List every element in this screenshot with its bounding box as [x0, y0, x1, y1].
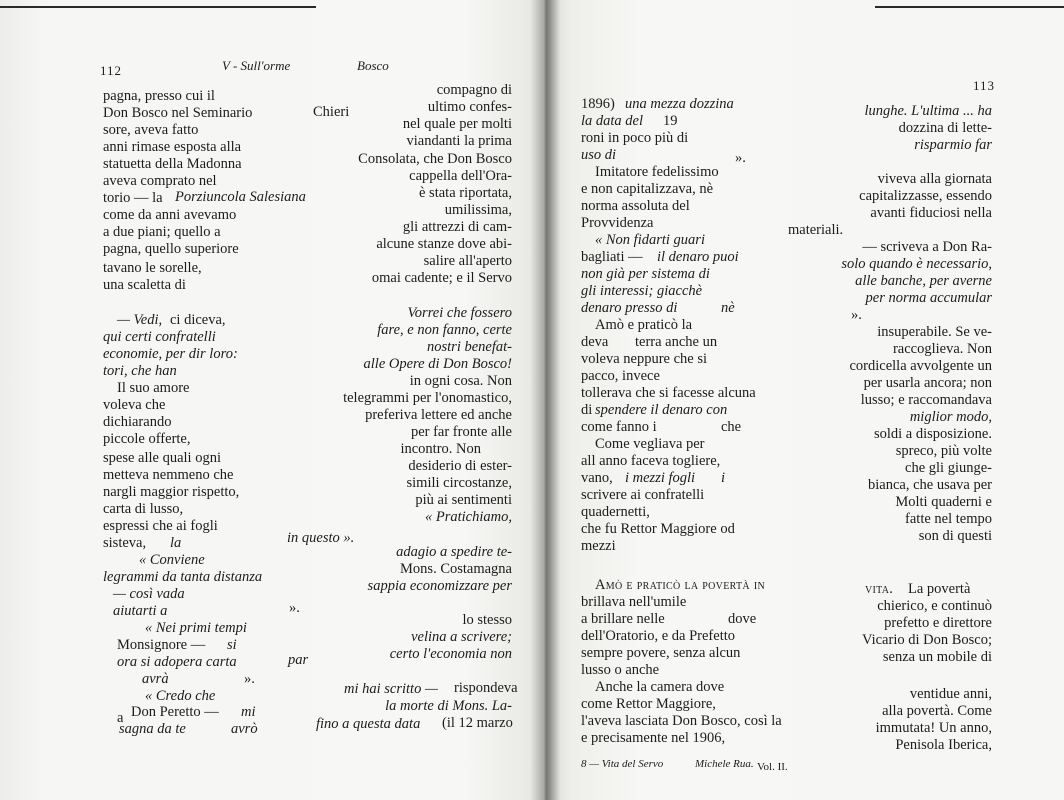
text-line: ci diceva,	[170, 312, 226, 328]
text-line: « Nei primi tempi	[145, 620, 247, 636]
footer-signature: 8 — Vita del Servo	[581, 758, 664, 770]
text-line: umilissima,	[444, 202, 512, 218]
text-line: telegrammi per l'onomastico,	[343, 390, 512, 406]
text-line: ».	[289, 600, 300, 616]
footer-title: Michele Rua.	[695, 758, 754, 770]
text-line: non già per sistema di	[581, 266, 710, 282]
text-line: lo stesso	[462, 612, 512, 628]
text-line: mi	[241, 704, 256, 720]
text-line: norma assoluta del	[581, 198, 690, 214]
text-line: soldi a disposizione.	[873, 426, 992, 442]
text-line: espressi che ai fogli	[103, 518, 218, 534]
text-line: carta di lusso,	[103, 501, 184, 517]
text-line: gli interessi; giacchè	[581, 283, 703, 299]
text-line: ventidue anni,	[909, 686, 992, 702]
text-line: in questo ».	[287, 530, 355, 546]
text-line: pagna, presso cui il	[103, 88, 215, 104]
text-line: 19	[663, 113, 678, 129]
text-line: La povertà	[908, 581, 971, 597]
text-line: ultimo confes-	[427, 99, 512, 115]
text-line: aveva comprato nel	[103, 173, 217, 189]
text-line: come Rettor Maggiore,	[581, 696, 716, 712]
text-line: senza un mobile di	[882, 649, 992, 665]
text-line: chierico, e continuò	[877, 598, 992, 614]
text-line: per far fronte alle	[410, 424, 512, 440]
text-line: velina a scrivere;	[411, 629, 512, 645]
text-line: bianca, che usava per	[868, 477, 992, 493]
text-line: Anche la camera dove	[595, 679, 725, 695]
text-line: pagna, quello superiore	[103, 241, 239, 257]
right-page	[545, 0, 1064, 800]
text-line: avrà	[142, 671, 169, 687]
text-line: Consolata, che Don Bosco	[358, 151, 512, 167]
text-line: dell'Oratorio, e da Prefetto	[581, 628, 735, 644]
text-line: mi hai scritto —	[344, 681, 438, 697]
text-line: pacco, invece	[581, 368, 660, 384]
text-line: che gli giunge-	[905, 460, 992, 476]
text-line: una mezza dozzina	[625, 96, 734, 112]
section-heading: Amò e praticò la povertà in	[595, 577, 765, 593]
text-line: nostri benefat-	[427, 339, 512, 355]
section-heading: vita.	[865, 581, 894, 597]
text-line: — Vedi,	[117, 312, 163, 328]
text-line: omai cadente; e il Servo	[371, 270, 512, 286]
text-line: alla povertà. Come	[882, 703, 992, 719]
text-line: simili circostanze,	[406, 475, 512, 491]
text-line: rispondeva	[454, 680, 518, 696]
text-line: quadernetti,	[581, 504, 650, 520]
text-line: spese alle quali ogni	[103, 450, 221, 466]
text-line: cordicella avvolgente un	[849, 358, 992, 374]
text-line: a due piani; quello a	[103, 224, 221, 240]
text-line: che	[721, 419, 742, 435]
text-line: ».	[735, 150, 746, 166]
text-line: fatte nel tempo	[905, 511, 992, 527]
text-line: gli attrezzi di cam-	[402, 219, 512, 235]
text-line: voleva che	[103, 397, 166, 413]
text-line: viandanti la prima	[406, 133, 512, 149]
text-line: — scriveva a Don Ra-	[862, 239, 992, 255]
text-line: la data del	[581, 113, 644, 129]
text-line: « Non fidarti guari	[595, 232, 705, 248]
text-line: roni in poco più di	[581, 130, 689, 146]
text-line: certo l'economia non	[389, 646, 512, 662]
text-line: Amò e praticò la	[595, 317, 693, 333]
text-line: tavano le sorelle,	[103, 260, 202, 276]
text-line: come da anni avevamo	[103, 207, 237, 223]
text-line: — così vada	[113, 586, 185, 602]
text-line: qui certi confratelli	[103, 329, 216, 345]
top-rule	[0, 6, 316, 8]
text-line: legrammi da tanta distanza	[103, 569, 263, 585]
text-line: alle banche, per averne	[855, 273, 992, 289]
text-line: si	[227, 637, 237, 653]
text-line: metteva nemmeno che	[103, 467, 234, 483]
text-line: voleva neppure che si	[581, 351, 708, 367]
text-line: « Credo che	[145, 688, 216, 704]
text-line: brillava nell'umile	[581, 594, 687, 610]
text-line: « Pratichiamo,	[425, 509, 512, 525]
text-line: Imitatore fedelissimo	[595, 164, 719, 180]
text-line: nel quale per molti	[402, 116, 512, 132]
text-line: di	[581, 402, 593, 418]
text-line: avrò	[231, 721, 258, 737]
text-line: vano,	[581, 470, 613, 486]
text-line: avanti fiduciosi nella	[870, 205, 992, 221]
book-gutter	[530, 0, 560, 800]
text-line: i mezzi fogli	[625, 470, 696, 486]
text-line: dichiarando	[103, 414, 172, 430]
text-line: preferiva lettere ed anche	[365, 407, 512, 423]
text-line: la	[170, 535, 182, 551]
text-line: scrivere ai confratelli	[581, 487, 705, 503]
text-line: incontro. Non	[400, 441, 481, 457]
text-line: e non capitalizzava, nè	[581, 181, 714, 197]
text-line: nè	[721, 300, 735, 316]
text-line: 1896)	[581, 96, 615, 112]
text-line: a	[117, 710, 124, 726]
text-line: tollerava che si facesse alcuna	[581, 385, 756, 401]
text-line: sappia economizzare per	[367, 578, 512, 594]
text-line: Don Peretto —	[131, 704, 219, 720]
text-line: piccole offerte,	[103, 431, 191, 447]
text-line: sore, aveva fatto	[103, 122, 199, 138]
text-line: nargli maggior rispetto,	[103, 484, 240, 500]
text-line: ».	[851, 307, 862, 323]
text-line: risparmio far	[914, 137, 992, 153]
text-line: più ai sentimenti	[415, 492, 512, 508]
text-line: una scaletta di	[103, 277, 186, 293]
text-line: in ogni cosa. Non	[409, 373, 512, 389]
text-line: dozzina di lette-	[898, 120, 992, 136]
text-line: denaro presso di	[581, 300, 678, 316]
text-line: e precisamente nel 1906,	[581, 730, 726, 746]
running-head: Bosco	[357, 58, 389, 73]
text-line: Il suo amore	[117, 380, 190, 396]
text-line: desiderio di ester-	[408, 458, 512, 474]
text-line: dove	[728, 611, 757, 627]
text-line: uso di	[581, 147, 617, 163]
text-line: insuperabile. Se ve-	[877, 324, 992, 340]
text-line: materiali.	[788, 222, 844, 238]
text-line: prefetto e direttore	[884, 615, 992, 631]
text-line: la morte di Mons. La-	[385, 698, 512, 714]
text-line: fino a questa data	[316, 716, 421, 732]
text-line: salire all'aperto	[423, 253, 512, 269]
text-line: sagna da te	[119, 721, 186, 737]
text-line: bagliati —	[581, 249, 643, 265]
text-line: che fu Rettor Maggiore od	[581, 521, 735, 537]
text-line: « Conviene	[139, 552, 205, 568]
text-line: deva	[581, 334, 609, 350]
text-line: il denaro puoi	[657, 249, 739, 265]
text-line: Come vegliava per	[595, 436, 705, 452]
text-line: spendere il denaro con	[595, 402, 728, 418]
text-line: Monsignore —	[117, 637, 206, 653]
text-line: statuetta della Madonna	[103, 156, 242, 172]
text-line: l'aveva lasciata Don Bosco, così la	[581, 713, 782, 729]
page-number: 112	[100, 63, 123, 78]
text-line: cappella dell'Ora-	[409, 168, 512, 184]
text-line: mezzi	[581, 538, 616, 554]
text-line: capitalizzasse, essendo	[859, 188, 992, 204]
text-line: (il 12 marzo	[442, 715, 513, 731]
text-line: all anno faceva togliere,	[581, 453, 721, 469]
running-head: V - Sull'orme	[222, 58, 291, 73]
text-line: aiutarti a	[113, 603, 168, 619]
text-line: per norma accumular	[865, 290, 992, 306]
text-line: alcune stanze dove abi-	[376, 236, 512, 252]
text-line: par	[288, 652, 309, 668]
text-line: compagno di	[436, 82, 512, 98]
text-line: anni rimase esposta alla	[103, 139, 242, 155]
text-line: immutata! Un anno,	[875, 720, 992, 736]
text-line: economie, per dir loro:	[103, 346, 238, 362]
page-number: 113	[973, 78, 996, 93]
text-line: Penisola Iberica,	[895, 737, 992, 753]
text-line: lunghe. L'ultima ... ha	[864, 103, 992, 119]
text-line: raccoglieva. Non	[892, 341, 992, 357]
text-line: alle Opere di Don Bosco!	[363, 356, 512, 372]
text-line: terra anche un	[635, 334, 718, 350]
text-line: Don Bosco nel Seminario	[103, 105, 253, 121]
text-line: Molti quaderni e	[895, 494, 992, 510]
top-rule	[875, 6, 1064, 8]
text-line: lusso o anche	[581, 662, 660, 678]
text-line: Porziuncola Salesiana	[175, 189, 306, 205]
text-line: Provvidenza	[581, 215, 654, 231]
text-line: Vorrei che fossero	[407, 305, 512, 321]
text-line: solo quando è necessario,	[841, 256, 992, 272]
text-line: Chieri	[313, 104, 350, 120]
text-line: tori, che han	[103, 363, 177, 379]
text-line: ora si adopera carta	[117, 654, 237, 670]
text-line: lusso; e raccomandava	[860, 392, 992, 408]
text-line: sempre povere, senza alcun	[581, 645, 741, 661]
text-line: come fanno i	[581, 419, 657, 435]
text-line: spreco, più volte	[895, 443, 992, 459]
text-line: Mons. Costamagna	[400, 561, 512, 577]
text-line: fare, e non fanno, certe	[377, 322, 512, 338]
text-line: è stata riportata,	[419, 185, 512, 201]
text-line: viveva alla giornata	[877, 171, 992, 187]
text-line: Vicario di Don Bosco;	[861, 632, 992, 648]
text-line: adagio a spedire te-	[396, 544, 512, 560]
text-line: a brillare nelle	[581, 611, 665, 627]
text-line: sisteva,	[103, 535, 147, 551]
text-line: son di questi	[918, 528, 992, 544]
text-line: torio — la	[103, 190, 163, 206]
text-line: per usarla ancora; non	[863, 375, 992, 391]
text-line: i	[721, 470, 726, 486]
text-line: ».	[244, 671, 255, 687]
footer-volume: Vol. II.	[757, 761, 788, 773]
text-line: miglior modo,	[909, 409, 992, 425]
